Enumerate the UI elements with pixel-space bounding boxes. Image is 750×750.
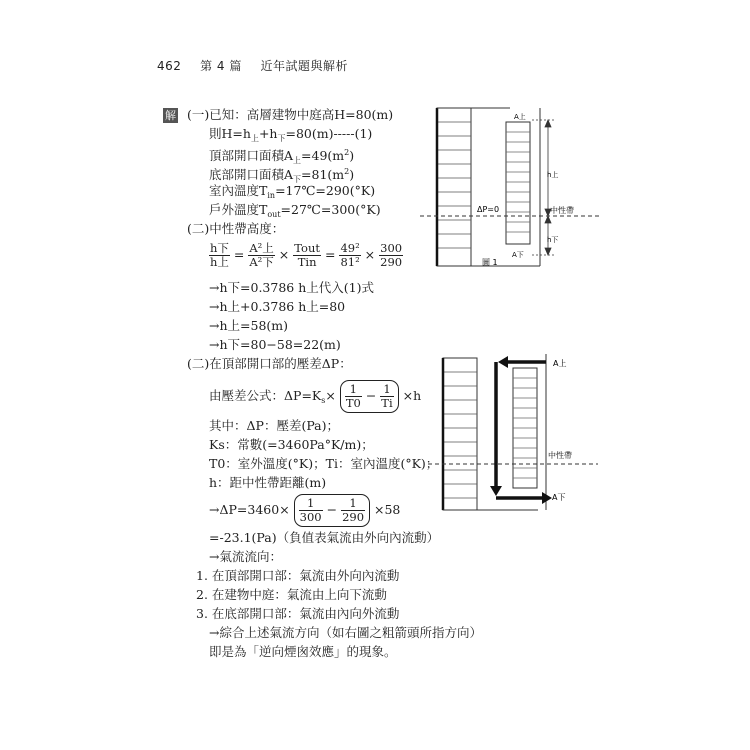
fig1-neutral-zone-label: 中性帶 xyxy=(550,206,574,215)
figure-1-neutral-zone-diagram xyxy=(420,100,600,275)
part-label: 第 4 篇 xyxy=(200,59,242,73)
where-temperatures: T0：室外溫度(°K)；Ti：室內溫度(°K)； xyxy=(209,456,439,471)
section-title: 近年試題與解析 xyxy=(260,59,348,73)
pressure-calculation: →ΔP=3460× $\frac{1}{300}$ − $\frac{1}{290}$ ×58 xyxy=(209,494,400,527)
where-h: h：距中性帶距離(m) xyxy=(209,475,327,490)
pressure-formula: 由壓差公式：$\Delta P=K_s\times$ $\frac{1}{T0}$ − $\frac{1}{Ti}$ ×h xyxy=(209,380,421,413)
height-dimensions xyxy=(532,120,555,255)
fig2-a-top-label: A上 xyxy=(553,359,567,368)
step-1: →h下=0.3786 h上代入(1)式 xyxy=(209,280,374,295)
fig1-delta-p-label: ΔP=0 xyxy=(477,205,500,214)
height-equation: 則$H=h_上+h_下=80(m)-----(1)$ xyxy=(209,126,373,143)
bottom-opening-area: 底部開口面積$A_下=81(m^2)$ xyxy=(209,167,355,184)
given-heading: (一)已知：高層建物中庭高H=80(m) xyxy=(187,107,394,122)
figure-2-reverse-stack-effect-diagram xyxy=(428,350,598,520)
atrium-column xyxy=(506,108,540,266)
flow-heading: →氣流流向： xyxy=(209,549,282,564)
fig1-a-top-label: A上 xyxy=(514,113,526,121)
fig2-neutral-zone-label: 中性帶 xyxy=(548,451,572,460)
step-4: →h下=80−58=22(m) xyxy=(209,337,341,352)
airflow-arrows xyxy=(496,362,546,498)
pressure-result: =-23.1(Pa)（負值表氣流由外向內流動） xyxy=(209,530,440,545)
fig2-a-bottom-label: A下 xyxy=(552,493,566,502)
fig1-a-bottom-label: A下 xyxy=(512,251,524,259)
step-3: →h上=58(m) xyxy=(209,318,289,333)
where-ks: Ks：常數(=3460Pa°K/m)； xyxy=(209,437,374,452)
fig1-caption: 圖 1 xyxy=(482,258,498,267)
building-facade xyxy=(443,358,538,510)
fig1-h-bottom-label: h下 xyxy=(547,236,559,244)
arrow-head-down xyxy=(490,486,502,496)
conclusion-line-2: 即是為「逆向煙囪效應」的現象。 xyxy=(209,644,397,659)
flow-item-3: 3. 在底部開口部：氣流由內向外流動 xyxy=(196,606,400,621)
where-delta-p: 其中：ΔP：壓差(Pa)； xyxy=(209,418,339,433)
indoor-temperature: 室內溫度$T_{in}=17℃=290(^\circ K)$ xyxy=(209,183,376,200)
conclusion-line-1: →綜合上述氣流方向（如右圖之粗箭頭所指方向） xyxy=(209,625,482,640)
fig1-h-top-label: h上 xyxy=(547,171,559,179)
page-number: 462 xyxy=(157,59,182,73)
pressure-difference-heading: (二)在頂部開口部的壓差ΔP： xyxy=(187,356,352,371)
outdoor-temperature: 戶外溫度$T_{out}=27℃=300(^\circ K)$ xyxy=(209,202,381,219)
arrow-head-top xyxy=(498,356,508,368)
step-2: →h上+0.3786 h上=80 xyxy=(209,299,346,314)
arrow-head-bottom xyxy=(542,492,552,504)
top-opening-area: 頂部開口面積$A_上=49(m^2)$ xyxy=(209,148,355,165)
neutral-zone-ratio-formula: $\frac{\text{h下}}{\text{h上}}$ = $\frac{\text{A²上}}{\text{A²下}}$ × $\frac{\text{Tout}}{\text{Tin}}$ = $\frac{\text{49²}}{\text{81²}}$ × $\frac{300}{290}$ xyxy=(210,241,403,269)
flow-item-2: 2. 在建物中庭：氣流由上向下流動 xyxy=(196,587,387,602)
atrium-column xyxy=(513,354,546,510)
page-header xyxy=(157,57,348,74)
flow-item-1: 1. 在頂部開口部：氣流由外向內流動 xyxy=(196,568,400,583)
neutral-zone-heading: (二)中性帶高度： xyxy=(187,221,285,236)
solution-mark: 解 xyxy=(165,109,176,122)
